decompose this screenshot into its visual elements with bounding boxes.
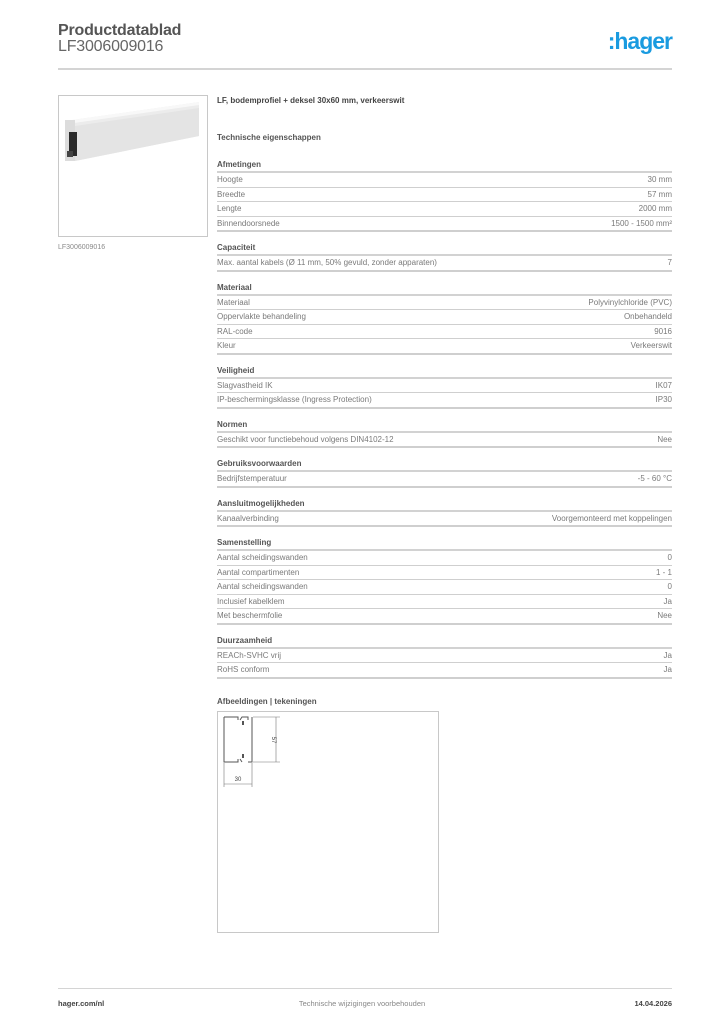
spec-value: IK07 xyxy=(655,380,672,390)
spec-row xyxy=(217,256,672,272)
spec-value: Ja xyxy=(663,650,672,660)
spec-value: Nee xyxy=(657,434,672,444)
spec-group-veiligheid xyxy=(217,365,672,409)
spec-group-materiaal xyxy=(217,282,672,355)
spec-group-duurzaamheid xyxy=(217,635,672,679)
spec-value: Polyvinylchloride (PVC) xyxy=(588,297,672,307)
footer-website-link[interactable]: hager.com/nl xyxy=(58,999,105,1008)
group-title: Aansluitmogelijkheden xyxy=(217,498,672,512)
spec-label: Oppervlakte behandeling xyxy=(217,312,306,322)
spec-label: IP-beschermingsklasse (Ingress Protection) xyxy=(217,395,372,405)
page-title: Productdatablad xyxy=(58,22,182,39)
spec-group-aansluitmogelijkheden xyxy=(217,498,672,528)
spec-group-afmetingen xyxy=(217,159,672,232)
spec-label: REACh-SVHC vrij xyxy=(217,650,282,660)
spec-label: Inclusief kabelklem xyxy=(217,596,285,606)
spec-row xyxy=(217,296,672,311)
cross-section-drawing xyxy=(218,712,438,932)
group-title: Gebruiksvoorwaarden xyxy=(217,458,672,472)
spec-value: 7 xyxy=(667,258,672,268)
drawings-title: Afbeeldingen | tekeningen xyxy=(217,696,317,706)
spec-label: Max. aantal kabels (Ø 11 mm, 50% gevuld, zonder apparaten) xyxy=(217,258,437,268)
spec-row xyxy=(217,649,672,664)
group-title: Normen xyxy=(217,419,672,433)
spec-label: RoHS conform xyxy=(217,665,270,675)
spec-row xyxy=(217,188,672,203)
spec-row xyxy=(217,433,672,449)
group-title: Veiligheid xyxy=(217,365,672,379)
spec-value: 1500 - 1500 mm² xyxy=(611,218,672,228)
spec-label: Lengte xyxy=(217,204,242,214)
spec-value: Voorgemonteerd met koppelingen xyxy=(551,513,672,523)
product-image-caption: LF3006009016 xyxy=(58,244,106,251)
spec-row xyxy=(217,310,672,325)
spec-row xyxy=(217,595,672,610)
svg-text:30: 30 xyxy=(234,777,242,783)
spec-label: Aantal scheidingswanden xyxy=(217,553,308,563)
spec-label: Geschikt voor functiebehoud volgens DIN4102-12 xyxy=(217,434,394,444)
hager-logo: :hager xyxy=(607,28,672,54)
spec-value: 57 mm xyxy=(647,189,672,199)
section-title: Technische eigenschappen xyxy=(217,133,321,142)
spec-label: Bedrijfstemperatuur xyxy=(217,474,287,484)
spec-row xyxy=(217,339,672,355)
footer-date: 14.04.2026 xyxy=(634,999,672,1008)
spec-group-capaciteit xyxy=(217,242,672,272)
spec-row xyxy=(217,663,672,679)
spec-label: Aantal scheidingswanden xyxy=(217,582,308,592)
spec-value: 30 mm xyxy=(647,175,672,185)
spec-label: Hoogte xyxy=(217,175,243,185)
product-code: LF3006009016 xyxy=(58,38,164,55)
spec-row xyxy=(217,566,672,581)
spec-value: 0 xyxy=(667,582,672,592)
header-divider xyxy=(58,68,672,70)
spec-value: Ja xyxy=(663,665,672,675)
spec-group-normen xyxy=(217,419,672,449)
cable-duct-image xyxy=(59,96,207,236)
spec-row xyxy=(217,202,672,217)
product-description: LF, bodemprofiel + deksel 30x60 mm, verkeerswit xyxy=(217,96,405,105)
spec-value: -5 - 60 °C xyxy=(637,474,672,484)
spec-value: Nee xyxy=(657,611,672,621)
spec-row xyxy=(217,379,672,394)
spec-label: Breedte xyxy=(217,189,246,199)
spec-row xyxy=(217,609,672,625)
spec-group-gebruiksvoorwaarden xyxy=(217,458,672,488)
spec-row xyxy=(217,217,672,233)
spec-value: 9016 xyxy=(654,326,672,336)
spec-value: IP30 xyxy=(655,395,672,405)
spec-group-samenstelling xyxy=(217,537,672,625)
footer-disclaimer: Technische wijzigingen voorbehouden xyxy=(298,999,426,1008)
spec-label: Kleur xyxy=(217,341,236,351)
spec-label: Met beschermfolie xyxy=(217,611,283,621)
spec-row xyxy=(217,173,672,188)
spec-label: Kanaalverbinding xyxy=(217,513,279,523)
spec-value: Onbehandeld xyxy=(623,312,672,322)
product-image xyxy=(58,95,208,237)
spec-row xyxy=(217,472,672,488)
spec-row xyxy=(217,512,672,528)
group-title: Afmetingen xyxy=(217,159,672,173)
group-title: Samenstelling xyxy=(217,537,672,551)
spec-value: Verkeerswit xyxy=(630,341,672,351)
spec-value: 0 xyxy=(667,553,672,563)
spec-label: Slagvastheid IK xyxy=(217,380,273,390)
group-title: Duurzaamheid xyxy=(217,635,672,649)
spec-label: Aantal compartimenten xyxy=(217,567,300,577)
spec-row xyxy=(217,551,672,566)
svg-text:57: 57 xyxy=(270,736,276,744)
spec-row xyxy=(217,393,672,409)
spec-row xyxy=(217,325,672,340)
spec-content xyxy=(217,96,672,707)
spec-value: 2000 mm xyxy=(638,204,672,214)
group-title: Materiaal xyxy=(217,282,672,296)
spec-value: 1 - 1 xyxy=(655,567,672,577)
spec-value: Ja xyxy=(663,596,672,606)
spec-label: RAL-code xyxy=(217,326,253,336)
technical-drawing xyxy=(217,711,439,933)
group-title: Capaciteit xyxy=(217,242,672,256)
spec-label: Materiaal xyxy=(217,297,250,307)
spec-row xyxy=(217,580,672,595)
footer-divider xyxy=(58,988,672,989)
spec-label: Binnendoorsnede xyxy=(217,218,280,228)
